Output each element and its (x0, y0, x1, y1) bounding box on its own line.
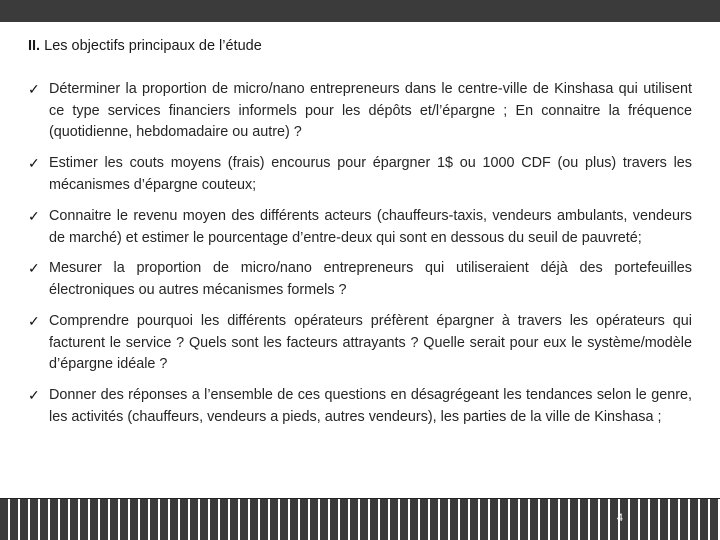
objective-text: Connaitre le revenu moyen des différents acteurs (chauffeurs-taxis, vendeurs ambulants, vendeurs de marché) et estimer le pourcentage d’entre-deux qui sont en dessous du seuil de pauvreté; (49, 207, 692, 246)
objective-text: Déterminer la proportion de micro/nano entrepreneurs dans le centre-ville de Kinshasa qui utilisent ce type services financiers informels pour les dépôts et/l’épargne ; En connaitre la fréquence (quotidienne, hebdomadaire ou autre) ? (49, 81, 692, 141)
section-number: II. (28, 38, 41, 54)
objective-item (28, 153, 692, 196)
check-mark-icon: ✓ (28, 387, 40, 404)
objective-text: Comprendre pourquoi les différents opérateurs préfèrent épargner à travers les opérateurs qui facturent le service ? Quels sont les facteurs attrayants ? Quelle serait pour eux le système/modèle d’épargne idéale ? (49, 313, 692, 373)
check-mark-icon: ✓ (28, 260, 40, 277)
objective-item (28, 311, 692, 376)
objectives-list (28, 79, 692, 438)
slide-title (28, 38, 262, 54)
check-mark-icon: ✓ (28, 155, 40, 172)
objective-text: Estimer les couts moyens (frais) encourus pour épargner 1$ ou 1000 CDF (ou plus) travers les mécanismes d’épargne couteux; (49, 155, 692, 193)
check-mark-icon: ✓ (28, 313, 40, 330)
check-mark-icon: ✓ (28, 207, 40, 224)
objective-item (28, 206, 692, 249)
page-number: 4 (616, 512, 623, 524)
objective-item (28, 258, 692, 301)
objective-text: Donner des réponses a l’ensemble de ces questions en désagrégeant les tendances selon le genre, les activités (chauffeurs, vendeurs a pieds, autres vendeurs), les parties de la ville de Kinshasa ; (49, 387, 692, 426)
objective-item (28, 79, 692, 144)
check-mark-icon: ✓ (28, 81, 40, 97)
section-title: Les objectifs principaux de l’étude (44, 38, 262, 54)
top-banner (0, 0, 720, 22)
objective-item (28, 385, 692, 428)
objective-text: Mesurer la proportion de micro/nano entrepreneurs qui utiliseraient déjà des portefeuilles électroniques ou autres mécanismes formels ? (49, 260, 692, 299)
footer-stripe-bar (0, 499, 720, 540)
